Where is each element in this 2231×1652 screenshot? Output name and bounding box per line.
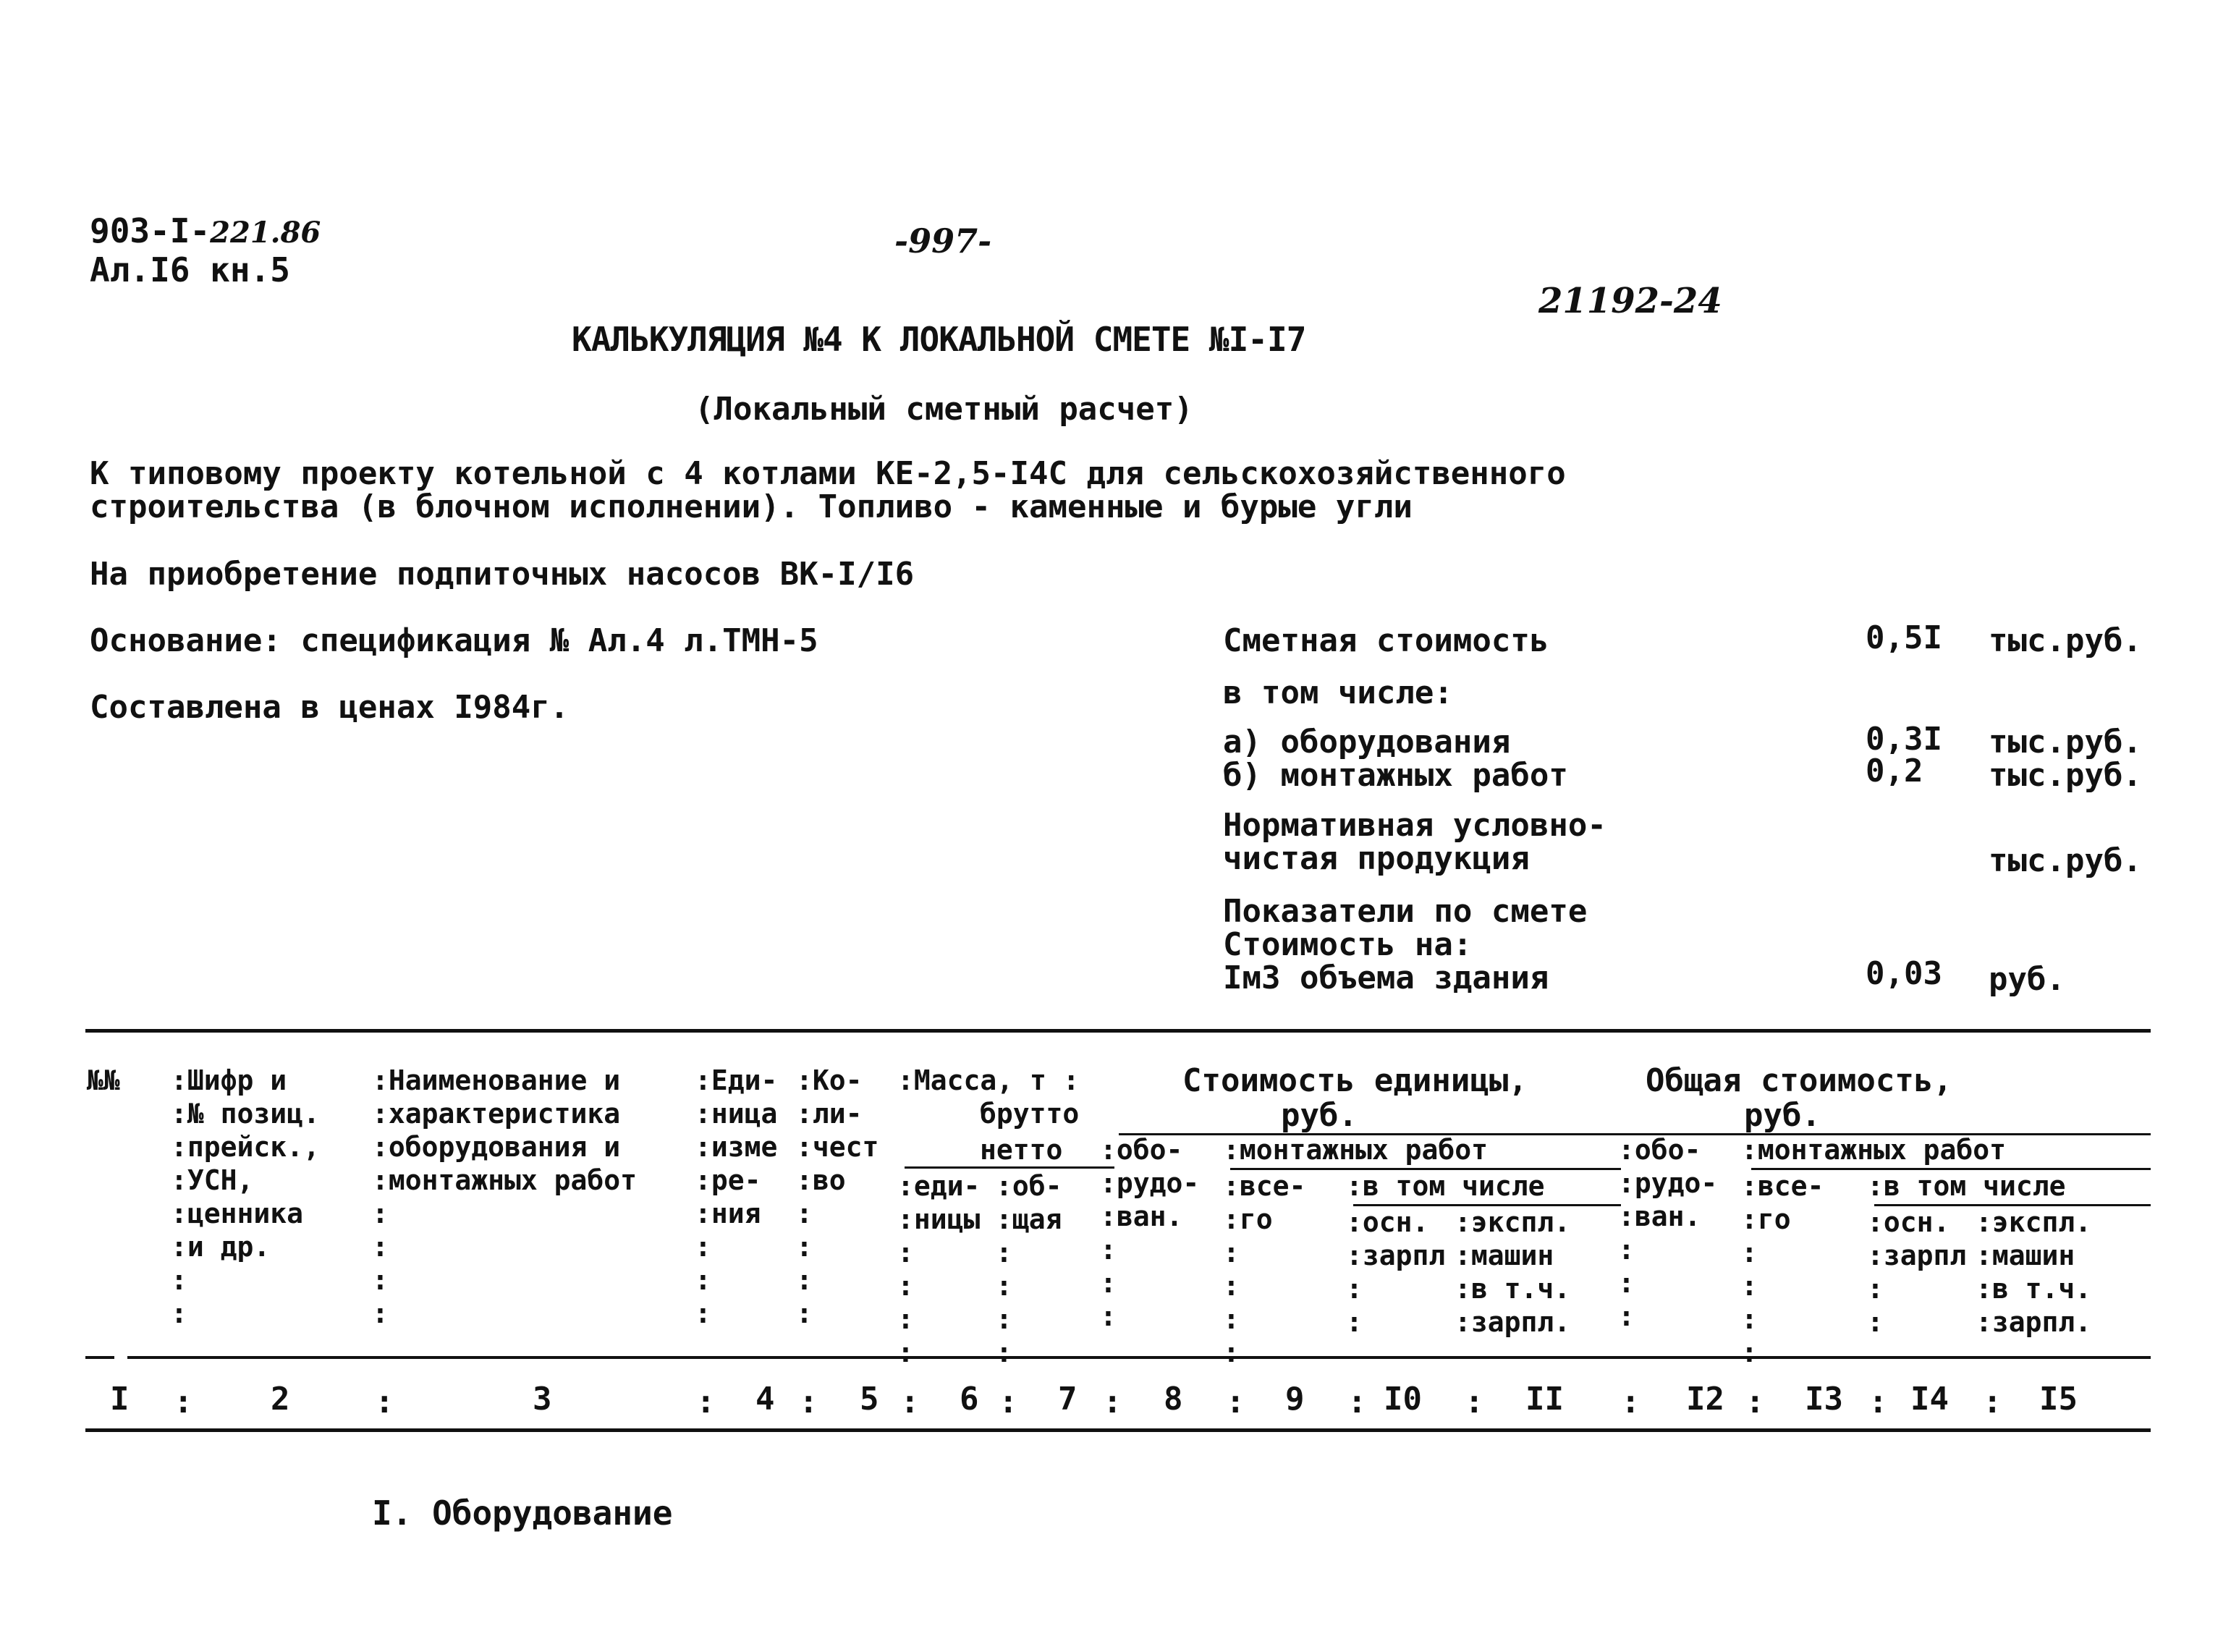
header-mass-gross: брутто: [980, 1098, 1080, 1130]
installation-cost-unit: тыс.руб.: [1989, 757, 2142, 794]
per-m3-label: Iм3 объема здания: [1223, 960, 1549, 996]
col-separators: : : : : : : : : : : : : : :: [174, 1384, 2002, 1420]
basis-line: Основание: спецификация № Ал.4 л.ТМН-5: [90, 622, 818, 659]
header-unit-cost-currency: руб.: [1281, 1097, 1358, 1134]
equipment-cost-label: а) оборудования: [1223, 724, 1511, 761]
header-bottom-rule: [127, 1356, 2151, 1359]
registration-stamp-number: 21192-24: [1538, 281, 1722, 321]
estimated-cost-label: Сметная стоимость: [1223, 622, 1549, 659]
header-total-cost-currency: руб.: [1744, 1097, 1821, 1134]
prices-line: Составлена в ценах I984г.: [90, 689, 570, 726]
numbers-bottom-rule: [85, 1428, 2151, 1432]
col-number-8: 8: [1164, 1381, 1183, 1418]
header-total-wage: :осн. :зарпл : :: [1867, 1206, 1967, 1338]
normative-production-label: Нормативная условно- чистая продукция: [1223, 807, 1606, 877]
including-label: в том числе:: [1223, 674, 1453, 711]
col-number-9: 9: [1285, 1381, 1305, 1418]
document-subtitle: (Локальный сметный расчет): [695, 391, 1193, 428]
page-number-mark: -997-: [894, 221, 992, 260]
header-bottom-rule-left: [85, 1356, 114, 1359]
equipment-cost-unit: тыс.руб.: [1989, 724, 2142, 761]
header-code-column: :Шифр и :№ позиц. :прейск., :УСН, :ценника :и др. : :: [171, 1064, 320, 1329]
col-number-7: 7: [1058, 1381, 1078, 1418]
header-unit-incl: :в том числе: [1346, 1170, 1545, 1202]
col-number-15: I5: [2039, 1381, 2078, 1418]
col-number-11: II: [1525, 1381, 1564, 1418]
per-m3-value: 0,03: [1866, 955, 1942, 992]
header-name-column: :Наименование и :характеристика :оборудования и :монтажных работ : : : :: [372, 1064, 638, 1329]
header-total-install: :монтажных работ: [1741, 1134, 2007, 1166]
equipment-cost-value: 0,3I: [1866, 721, 1942, 758]
col-number-3: 3: [533, 1381, 552, 1418]
header-quantity-column: :Ко- :ли- :чест :во : : : :: [796, 1064, 879, 1329]
indicators-label: Показатели по смете: [1223, 893, 1588, 930]
header-mass-unit: :еди- :ницы : : : :: [897, 1170, 981, 1368]
header-unit-install: :монтажных работ: [1223, 1134, 1489, 1166]
col-number-5: 5: [860, 1381, 879, 1418]
project-description: [90, 457, 1566, 524]
per-m3-unit: руб.: [1989, 961, 2065, 998]
document-code: [90, 211, 321, 250]
col-number-6: 6: [960, 1381, 979, 1418]
header-unit-column: :Еди- :ница :изме :ре- :ния : : :: [695, 1064, 778, 1329]
col-number-4: 4: [755, 1381, 775, 1418]
header-mass-title: :Масса, т :: [897, 1064, 1080, 1096]
header-unit-machine: :экспл. :машин :в т.ч. :зарпл.: [1455, 1206, 1571, 1338]
section-title: I. Оборудование: [372, 1494, 673, 1533]
normative-production-unit: тыс.руб.: [1989, 842, 2142, 879]
header-total-incl: :в том числе: [1867, 1170, 2066, 1202]
col-number-10: I0: [1384, 1381, 1422, 1418]
header-mass-total: :об- :щая : : : :: [996, 1170, 1062, 1368]
purpose-line: На приобретение подпиточных насосов ВК-I/I6: [90, 556, 915, 593]
header-unit-cost-title: Стоимость единицы,: [1182, 1062, 1528, 1099]
header-unit-equipment: :обо- :рудо- :ван. : : :: [1100, 1134, 1200, 1332]
project-line-2: строительства (в блочном исполнении). Топливо - каменные и бурые угли: [90, 488, 1413, 525]
header-mass-net: нетто: [980, 1134, 1063, 1166]
cost-on-label: Стоимость на:: [1223, 926, 1473, 963]
installation-cost-value: 0,2: [1866, 753, 1923, 789]
header-total-cost-title: Общая стоимость,: [1646, 1062, 1952, 1099]
table-top-rule: [85, 1029, 2151, 1033]
header-unit-all: :все- :го : : : :: [1223, 1170, 1306, 1368]
estimated-cost-unit: тыс.руб.: [1989, 622, 2142, 659]
header-total-machine: :экспл. :машин :в т.ч. :зарпл.: [1976, 1206, 2092, 1338]
estimated-cost-value: 0,5I: [1866, 619, 1942, 656]
document-title: КАЛЬКУЛЯЦИЯ №4 К ЛОКАЛЬНОЙ СМЕТЕ №I-I7: [572, 320, 1306, 359]
col-number-1: I: [110, 1381, 130, 1418]
col-number-14: I4: [1910, 1381, 1949, 1418]
document-code-prefix: 903-I-: [90, 211, 211, 250]
header-total-equipment: :обо- :рудо- :ван. : : :: [1618, 1134, 1718, 1332]
installation-cost-label: б) монтажных работ: [1223, 757, 1568, 794]
col-number-2: 2: [271, 1381, 290, 1418]
document-code-handwritten: 221.86: [210, 216, 321, 250]
header-unit-wage: :осн. :зарпл : :: [1346, 1206, 1446, 1338]
mass-rule: [905, 1166, 1114, 1169]
project-line-1: К типовому проекту котельной с 4 котлами КЕ-2,5-I4С для сельскохозяйственного: [90, 455, 1566, 492]
col-number-13: I3: [1805, 1381, 1843, 1418]
header-row-number: №№: [87, 1064, 120, 1096]
header-total-all: :все- :го : : : :: [1741, 1170, 1824, 1368]
album-book-label: Ал.I6 кн.5: [90, 250, 290, 289]
col-number-12: I2: [1686, 1381, 1724, 1418]
